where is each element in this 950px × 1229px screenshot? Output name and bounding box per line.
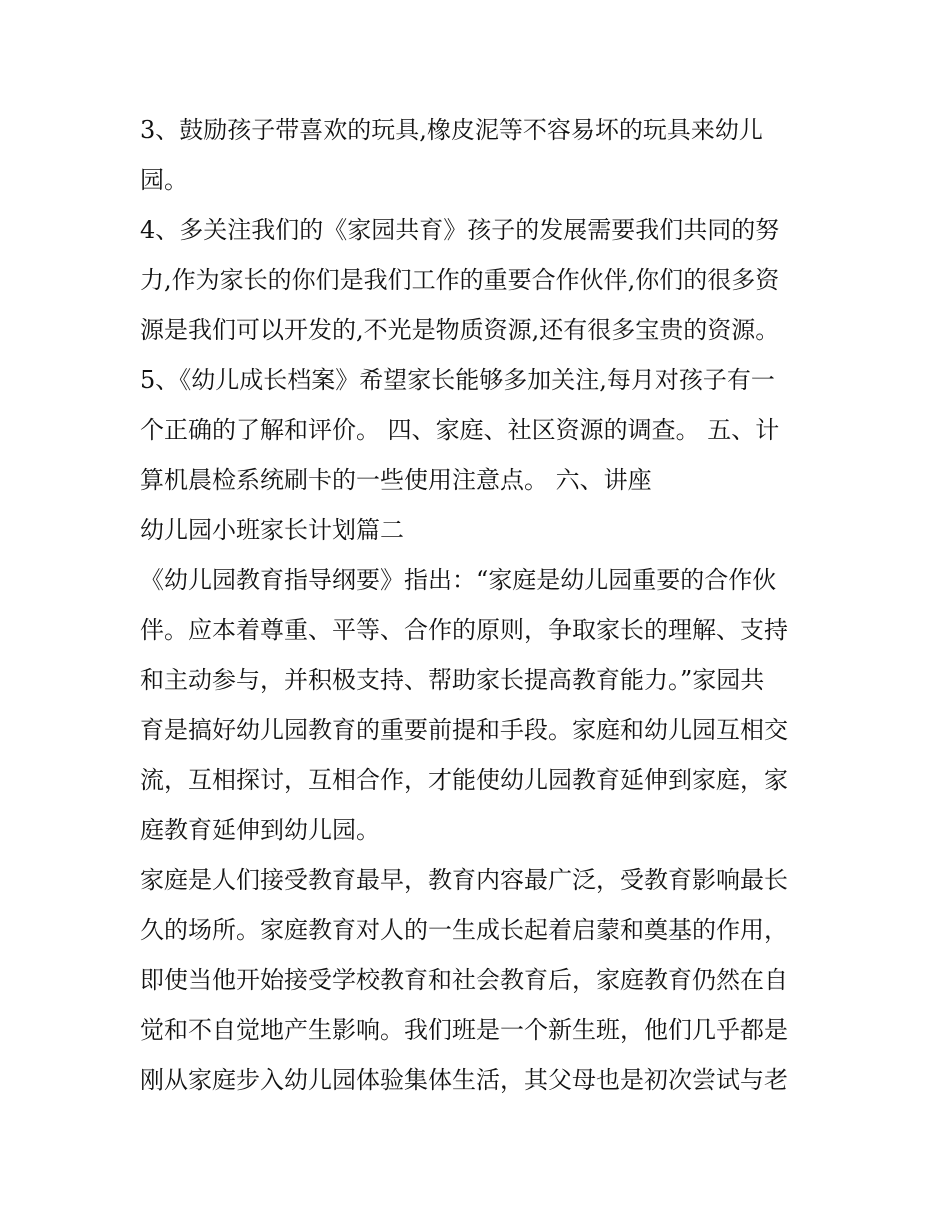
text-line: 算机晨检系统刷卡的一些使用注意点。 六、讲座 [140,466,652,494]
section-heading: 幼儿园小班家长计划篇二 [140,516,404,544]
text-line: 《幼儿园教育指导纲要》指出：“家庭是幼儿园重要的合作伙 [140,566,777,594]
text-line: 个正确的了解和评价。 四、家庭、社区资源的调查。 五、计 [140,416,780,444]
text-line: 觉和不自觉地产生影响。我们班是一个新生班，他们几乎都是 [140,1016,788,1044]
text-line: 力,作为家长的你们是我们工作的重要合作伙伴,你们的很多资 [140,266,780,294]
text-line: 流，互相探讨，互相合作，才能使幼儿园教育延伸到家庭，家 [140,766,788,794]
text-line: 刚从家庭步入幼儿园体验集体生活，其父母也是初次尝试与老 [140,1066,788,1094]
text-line: 源是我们可以开发的,不光是物质资源,还有很多宝贵的资源。 [140,316,780,344]
text-line: 4、多关注我们的《家园共育》孩子的发展需要我们共同的努 [140,216,780,244]
text-line: 5、《幼儿成长档案》希望家长能够多加关注,每月对孩子有一 [140,366,775,394]
text-line: 育是搞好幼儿园教育的重要前提和手段。家庭和幼儿园互相交 [140,716,788,744]
text-line: 伴。应本着尊重、平等、合作的原则，争取家长的理解、支持 [140,616,788,644]
text-line: 家庭是人们接受教育最早，教育内容最广泛，受教育影响最长 [140,866,788,894]
text-line: 即使当他开始接受学校教育和社会教育后，家庭教育仍然在自 [140,966,788,994]
text-line: 3、鼓励孩子带喜欢的玩具,橡皮泥等不容易坏的玩具来幼儿 [140,116,763,144]
text-line: 和主动参与，并积极支持、帮助家长提高教育能力。”家园共 [140,666,765,694]
text-line: 久的场所。家庭教育对人的一生成长起着启蒙和奠基的作用， [140,916,788,944]
text-line: 庭教育延伸到幼儿园。 [140,816,380,844]
text-line: 园。 [140,166,188,194]
